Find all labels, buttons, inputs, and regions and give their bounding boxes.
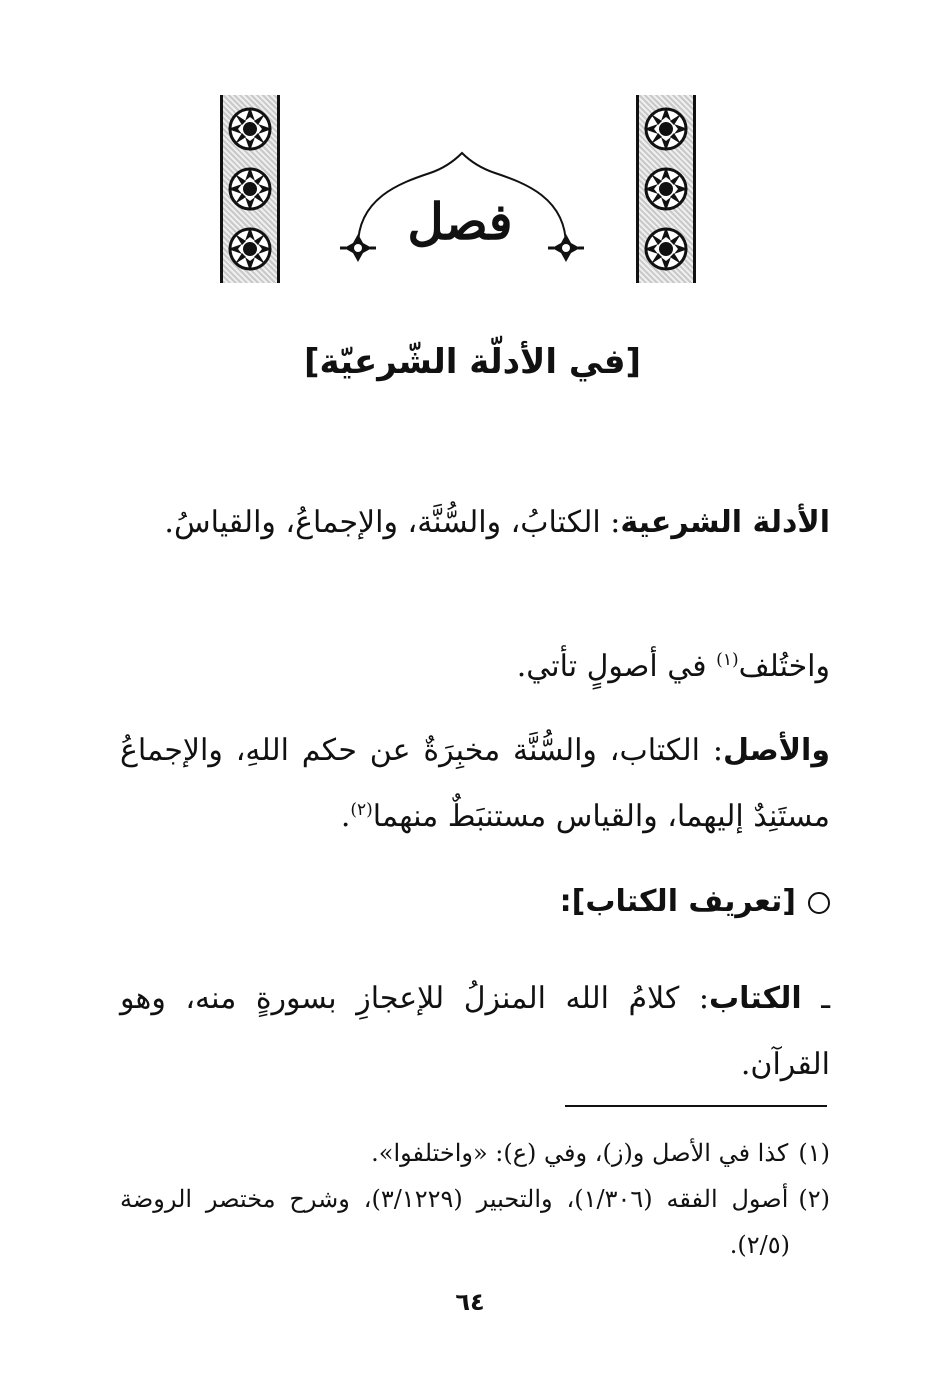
- footnote-text: أصول الفقه (١/٣٠٦)، والتحبير (٣/١٢٢٩)، وشرح مختصر الروضة (٢/٥).: [120, 1185, 790, 1259]
- paragraph-text: : الكتاب، والسُّنَّة مخبِرَةٌ عن حكم اللهِ، والإجماعُ مستَنِدٌ إليهما، والقياس مستنبَطٌ منهما: [120, 733, 830, 834]
- paragraph-text: في أصولٍ تأتي.: [516, 649, 717, 684]
- footnote-divider: [565, 1105, 827, 1107]
- term-bold: الأدلة الشرعية: [620, 505, 830, 540]
- page-number: ٦٤: [455, 1288, 485, 1316]
- term-bold: والأصل: [722, 733, 830, 768]
- paragraph-text: واختُلف: [738, 649, 830, 684]
- chapter-heading: فصل: [407, 192, 513, 251]
- footnote-item: [120, 1130, 830, 1176]
- paragraph-text: : الكتابُ، والسُّنَّة، والإجماعُ، والقياسُ.: [164, 505, 621, 540]
- footnote-number: (٢): [798, 1185, 830, 1213]
- circle-bullet-icon: [808, 892, 830, 914]
- footnote-marker: (١): [716, 650, 739, 670]
- footnote-item: [120, 1176, 830, 1268]
- ornament-column-right: [636, 95, 696, 283]
- rosette-ornament-icon: [223, 95, 277, 283]
- paragraph-definition: [120, 966, 830, 1098]
- rosette-ornament-icon: [639, 95, 693, 283]
- paragraph-text: : كلامُ الله المنزلُ للإعجازِ بسورةٍ منه، وهو القرآن.: [120, 981, 830, 1082]
- paragraph-text: .: [340, 799, 351, 834]
- dash-marker: ـ: [801, 981, 830, 1016]
- footnote-number: (١): [798, 1139, 830, 1167]
- section-heading: [120, 884, 830, 919]
- footnote-text: كذا في الأصل و(ز)، وفي (ع): «واختلفوا».: [371, 1139, 789, 1167]
- footnotes: [120, 1130, 830, 1268]
- ornament-column-left: [220, 95, 280, 283]
- footnote-marker: (٢): [350, 800, 373, 820]
- paragraph-evidences: [120, 490, 830, 556]
- section-heading-text: [تعريف الكتاب]:: [559, 884, 796, 919]
- paragraph-origin: [120, 718, 830, 850]
- chapter-subtitle: [في الأدلّة الشّرعيّة]: [303, 342, 642, 382]
- paragraph-disputed: [120, 634, 830, 700]
- term-bold: الكتاب: [708, 981, 802, 1016]
